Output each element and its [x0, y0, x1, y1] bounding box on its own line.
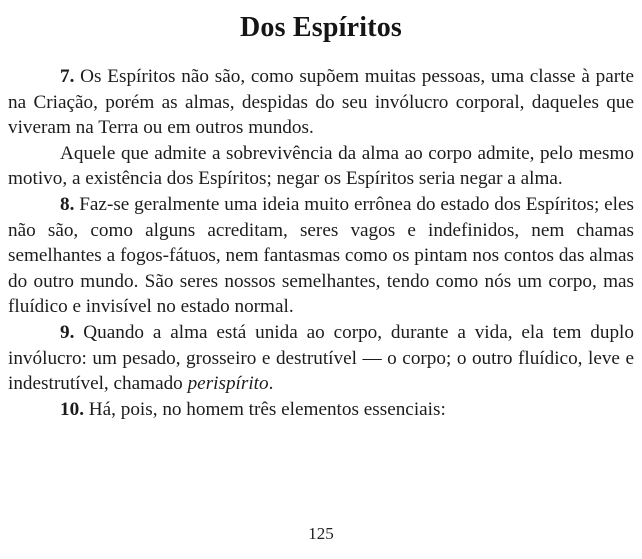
paragraph-text: Aquele que admite a sobrevivência da alma ao corpo admite, pelo mesmo motivo, a existência dos Espíritos; negar os Espíritos seria negar a alma.: [8, 142, 634, 190]
page-number: 125: [308, 524, 334, 543]
paragraph-number: 7.: [60, 66, 75, 87]
paragraph-9: [8, 320, 634, 397]
paragraph-8: [8, 192, 634, 320]
paragraph-number: 10.: [60, 398, 84, 420]
chapter-title: Dos Espíritos: [239, 12, 403, 43]
paragraph-text: Os Espíritos não são, como supõem muitas pessoas, uma classe à parte na Criação, porém as almas, despidas do seu invólucro corporal, daqueles que viveram na Terra ou em outros mundos.: [8, 66, 634, 139]
paragraph-10: [8, 397, 634, 423]
italic-term-perispirito: perispírito: [187, 373, 269, 395]
paragraph-number: 9.: [60, 321, 75, 343]
paragraph-text: Há, pois, no homem três elementos essenciais:: [83, 398, 446, 420]
paragraph-text: Faz-se geralmente uma ideia muito errônea do estado dos Espíritos; eles não são, como alguns acreditam, seres vagos e indefinidos, nem chamas semelhantes a fogos-fátuos, nem fantasmas como os pintam nos contos das almas do outro mundo. São seres nossos semelhantes, tendo como nós um corpo, mas fluídico e invisível no estado normal.: [8, 193, 634, 318]
book-page: [8, 0, 634, 559]
paragraph-text: Quando a alma está unida ao corpo, durante a vida, ela tem duplo invólucro: um pesado, grosseiro e destrutível — o corpo; o outro fluídico, leve e indestrutível, chamado: [8, 321, 634, 395]
body-text: [8, 64, 634, 422]
paragraph-text-end: .: [268, 373, 274, 395]
paragraph-7-continued: [8, 141, 634, 192]
paragraph-number: 8.: [60, 193, 75, 215]
paragraph-7: [8, 64, 634, 141]
